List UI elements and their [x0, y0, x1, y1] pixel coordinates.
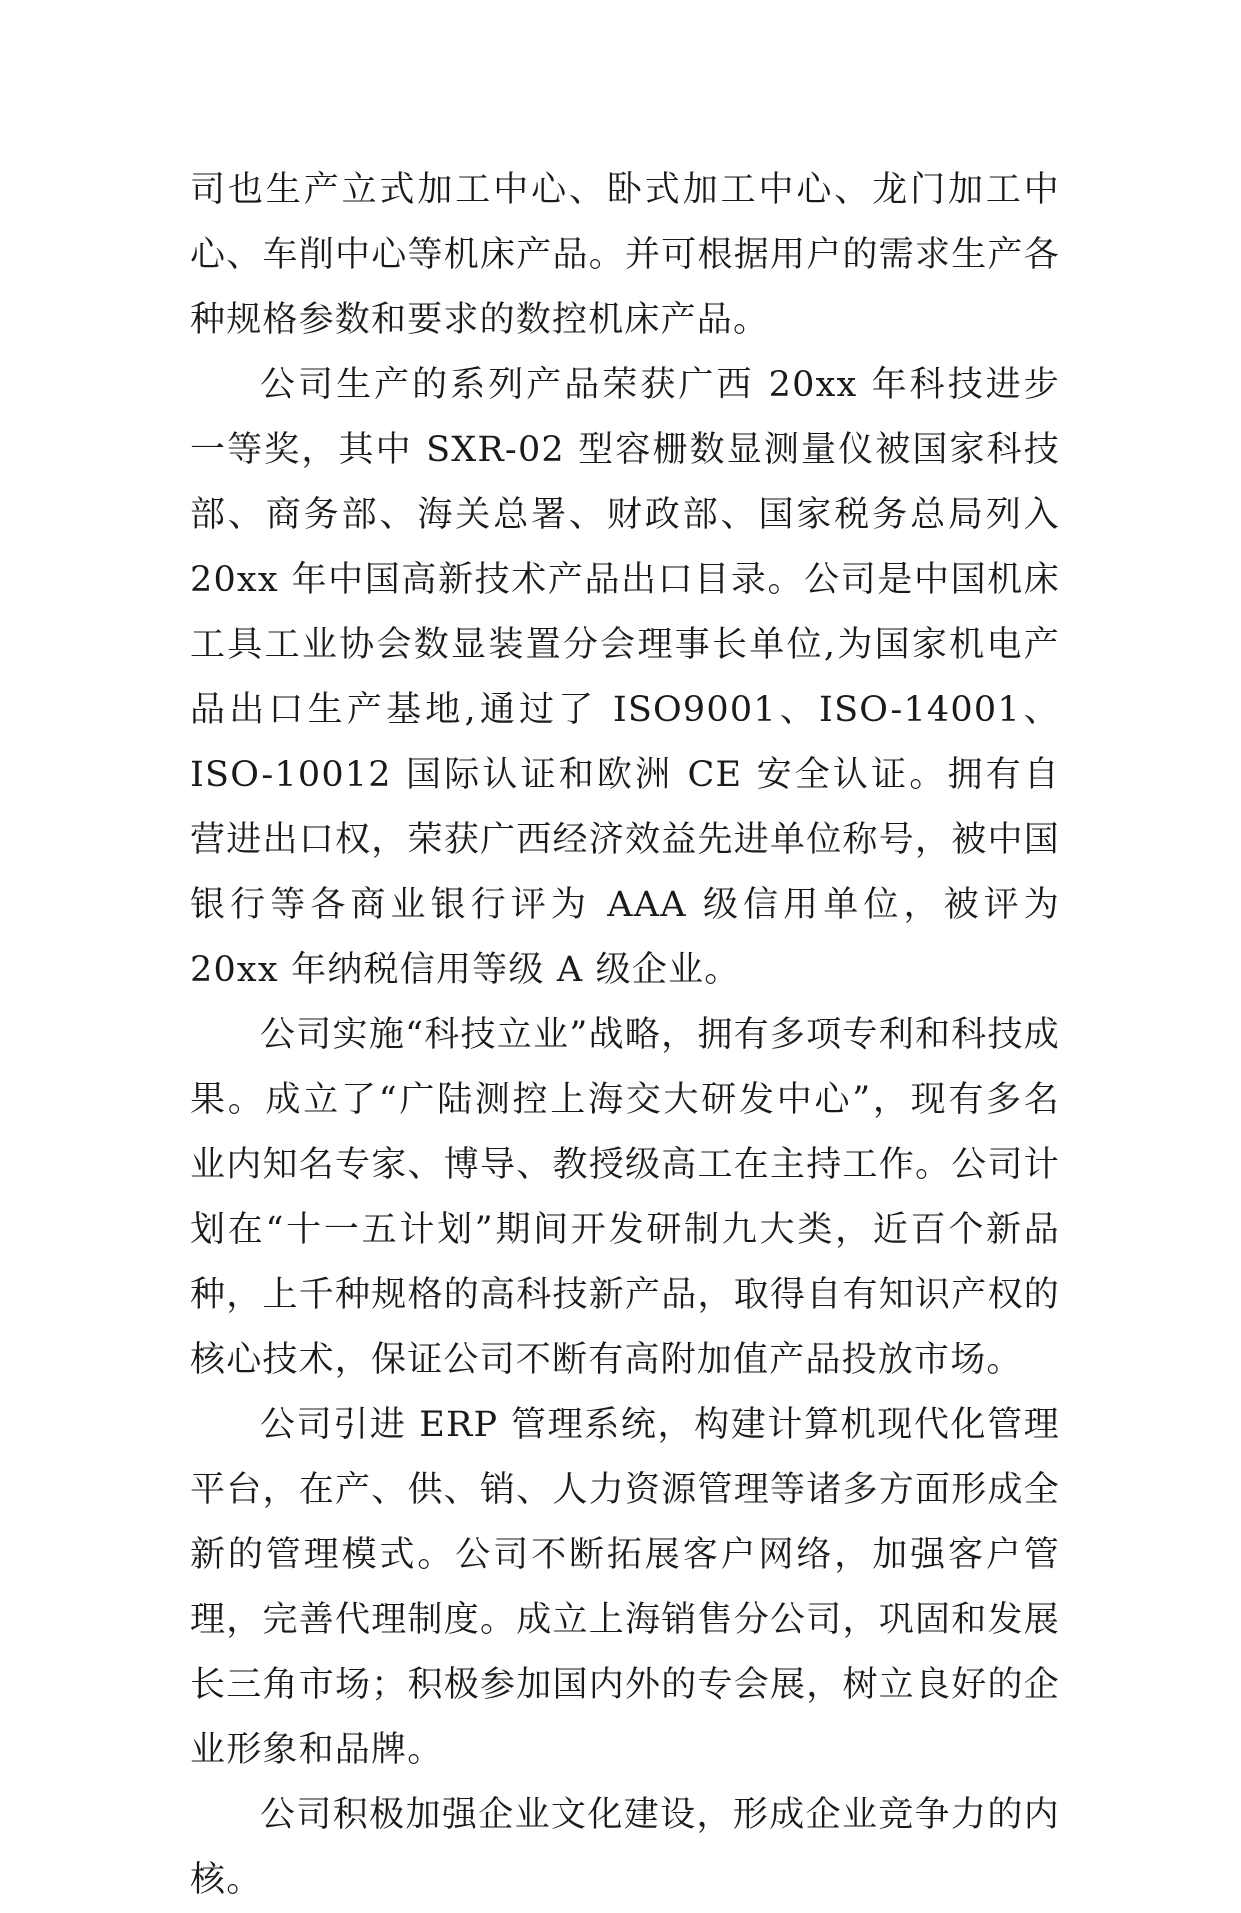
document-body — [190, 158, 1060, 1913]
paragraph-erp-management: 公司引进 ERP 管理系统，构建计算机现代化管理平台，在产、供、销、人力资源管理等诸多方面形成全新的管理模式。公司不断拓展客户网络，加强客户管理，完善代理制度。成立上海销售分公司，巩固和发展长三角市场；积极参加国内外的专会展，树立良好的企业形象和品牌。 — [190, 1405, 1060, 1770]
paragraph-continuation: 司也生产立式加工中心、卧式加工中心、龙门加工中心、车削中心等机床产品。并可根据用户的需求生产各种规格参数和要求的数控机床产品。 — [190, 170, 1060, 340]
paragraph-awards: 公司生产的系列产品荣获广西 20xx 年科技进步一等奖，其中 SXR-02 型容栅数显测量仪被国家科技部、商务部、海关总署、财政部、国家税务总局列入 20xx 年中国高新技术产品出口目录。公司是中国机床工具工业协会数显装置分会理事长单位,为国家机电产品出口生产基地,通过了 ISO9001、ISO-14001、ISO-10012 国际认证和欧洲 CE 安全认证。拥有自营进出口权，荣获广西经济效益先进单位称号，被中国银行等各商业银行评为 AAA 级信用单位，被评为 20xx 年纳税信用等级 A 级企业。 — [190, 365, 1061, 990]
paragraph-technology-strategy: 公司实施“科技立业”战略，拥有多项专利和科技成果。成立了“广陆测控上海交大研发中心”，现有多名业内知名专家、博导、教授级高工在主持工作。公司计划在“十一五计划”期间开发研制九大类，近百个新品种，上千种规格的高科技新产品，取得自有知识产权的核心技术，保证公司不断有高附加值产品投放市场。 — [190, 1015, 1060, 1380]
paragraph-corporate-culture: 公司积极加强企业文化建设，形成企业竞争力的内核。 — [190, 1795, 1060, 1900]
